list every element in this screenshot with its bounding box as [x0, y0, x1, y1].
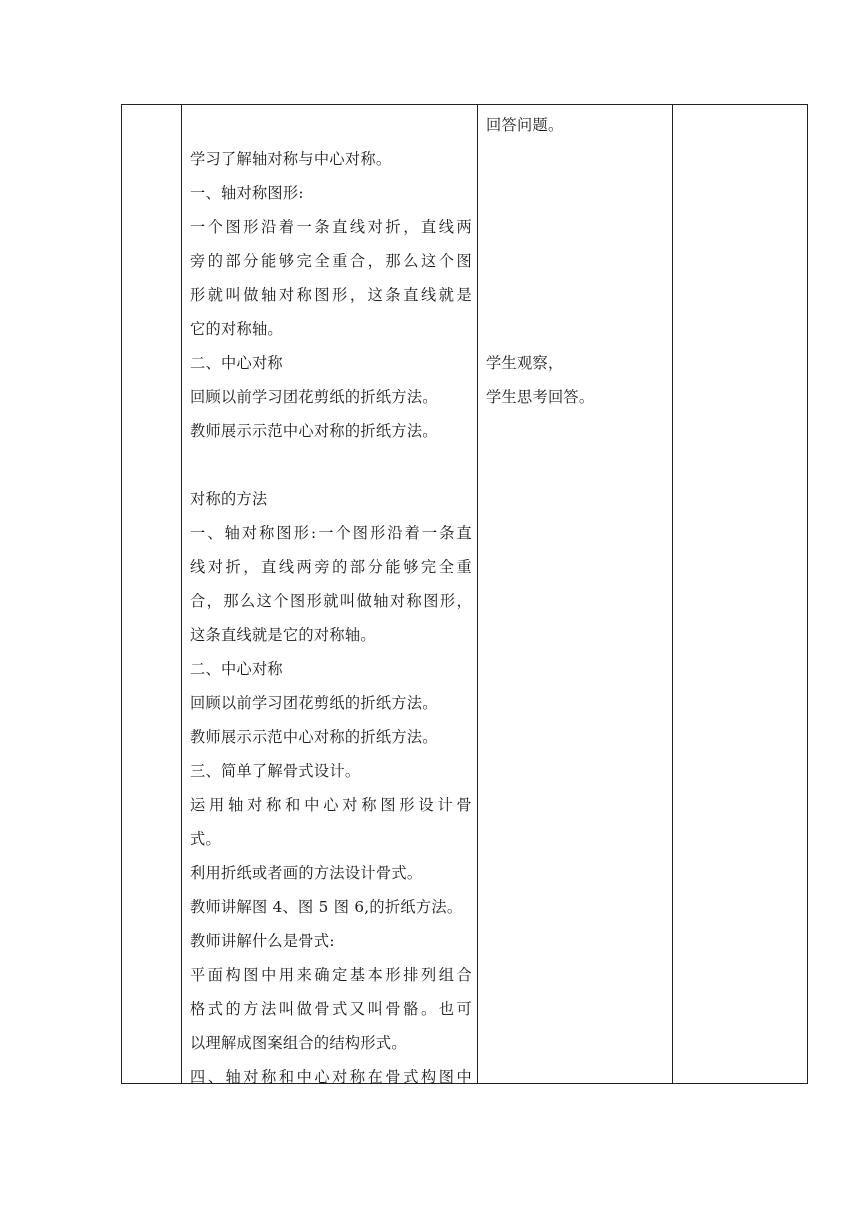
teacher-text-line: 二、中心对称 [190, 660, 283, 678]
teacher-text-line: 合，那么这个图形就叫做轴对称图形， [190, 592, 472, 610]
teacher-text-line: 这条直线就是它的对称轴。 [190, 626, 376, 644]
teacher-text-line: 三、简单了解骨式设计。 [190, 762, 361, 780]
teacher-text-line: 形就叫做轴对称图形，这条直线就是 [190, 286, 472, 304]
teacher-text-line: 学习了解轴对称与中心对称。 [190, 150, 392, 168]
teacher-text-line: 运用轴对称和中心对称图形设计骨 [190, 796, 472, 814]
teacher-text-line: 教师展示示范中心对称的折纸方法。 [190, 422, 438, 440]
teacher-text-line: 回顾以前学习团花剪纸的折纸方法。 [190, 694, 438, 712]
student-text-line: 回答问题。 [486, 116, 564, 134]
stage-column [122, 105, 182, 1083]
teacher-text-line: 旁的部分能够完全重合，那么这个图 [190, 252, 472, 270]
teacher-text-line: 平面构图中用来确定基本形排列组合 [190, 966, 472, 984]
teacher-text-line: 教师讲解图 4、图 5 图 6,的折纸方法。 [190, 898, 463, 916]
teacher-text-line: 以理解成图案组合的结构形式。 [190, 1034, 407, 1052]
student-text-line: 学生观察， [486, 354, 564, 372]
teacher-text-line: 教师展示示范中心对称的折纸方法。 [190, 728, 438, 746]
teacher-text-line: 对称的方法 [190, 490, 268, 508]
teacher-text-line: 格式的方法叫做骨式又叫骨骼。也可 [190, 1000, 472, 1018]
teacher-text-line: 教师讲解什么是骨式: [190, 932, 335, 950]
teacher-text-line: 一、轴对称图形:一个图形沿着一条直 [190, 524, 472, 542]
student-activity-column [478, 105, 673, 1083]
student-text-line: 学生思考回答。 [486, 388, 595, 406]
notes-column [673, 105, 808, 1083]
teacher-text-line: 线对折，直线两旁的部分能够完全重 [190, 558, 472, 576]
teacher-text-line: 一、轴对称图形: [190, 184, 304, 202]
teacher-text-line: 二、中心对称 [190, 354, 283, 372]
teacher-text-line: 它的对称轴。 [190, 320, 283, 338]
lesson-plan-table [121, 104, 808, 1084]
teacher-text-line: 回顾以前学习团花剪纸的折纸方法。 [190, 388, 438, 406]
teacher-text-line: 式。 [190, 830, 221, 848]
teacher-text-line: 四、轴对称和中心对称在骨式构图中 [190, 1068, 472, 1086]
teacher-activity-column [182, 105, 478, 1086]
teacher-text-line: 利用折纸或者画的方法设计骨式。 [190, 864, 423, 882]
teacher-text-line: 一个图形沿着一条直线对折，直线两 [190, 218, 472, 236]
